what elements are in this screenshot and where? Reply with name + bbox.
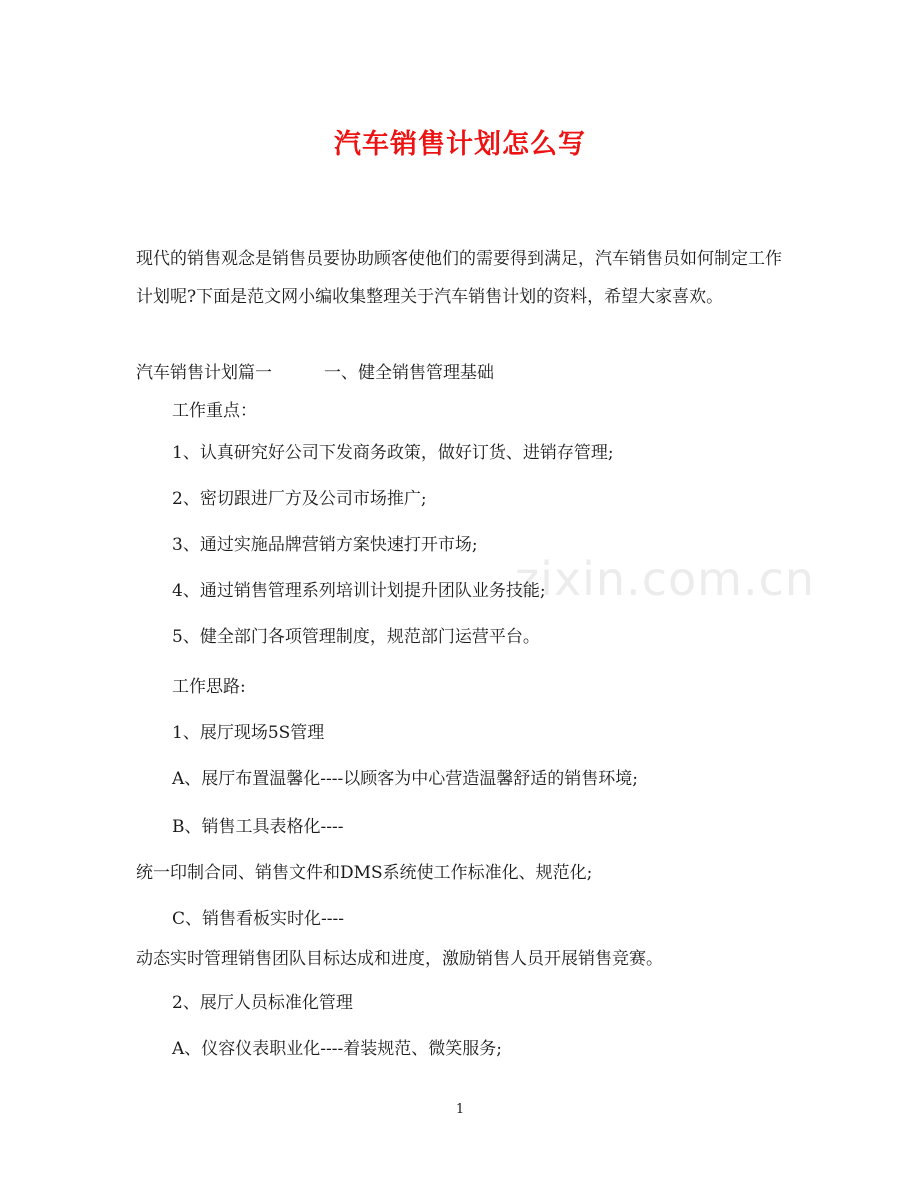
section-label: 汽车销售计划篇一 <box>136 363 272 383</box>
intro-paragraph: 现代的销售观念是销售员要协助顾客使他们的需要得到满足，汽车销售员如何制定工作计划呢?下面是范文网小编收集整理关于汽车销售计划的资料，希望大家喜欢。 <box>136 249 782 307</box>
paragraph-line: 2、密切跟进厂方及公司市场推广; <box>172 489 427 509</box>
page-number: 1 <box>455 1102 465 1117</box>
watermark: zixin.com.cn <box>515 552 816 606</box>
paragraph-line: 工作思路: <box>172 677 246 697</box>
section-subtitle: 一、健全销售管理基础 <box>324 363 494 383</box>
document-title: 汽车销售计划怎么写 <box>334 129 586 160</box>
paragraph-line: B、销售工具表格化---- <box>172 817 344 837</box>
paragraph-line: 1、认真研究好公司下发商务政策，做好订货、进销存管理; <box>172 443 614 463</box>
paragraph-line: 统一印制合同、销售文件和DMS系统使工作标准化、规范化; <box>136 863 593 883</box>
paragraph-line: A、展厅布置温馨化----以顾客为中心营造温馨舒适的销售环境; <box>172 769 638 789</box>
paragraph-line: 4、通过销售管理系列培训计划提升团队业务技能; <box>172 581 546 601</box>
paragraph-line: A、仪容仪表职业化----着装规范、微笑服务; <box>172 1039 502 1059</box>
paragraph-line: 工作重点： <box>172 401 257 421</box>
paragraph-line: 2、展厅人员标准化管理 <box>172 993 353 1013</box>
paragraph-line: 1、展厅现场5S管理 <box>172 723 325 743</box>
paragraph-line: 动态实时管理销售团队目标达成和进度，激励销售人员开展销售竞赛。 <box>136 949 663 969</box>
paragraph-line: C、销售看板实时化---- <box>172 909 344 929</box>
section-heading <box>136 358 494 383</box>
paragraph-line: 5、健全部门各项管理制度，规范部门运营平台。 <box>172 627 540 647</box>
paragraph-line: 3、通过实施品牌营销方案快速打开市场; <box>172 535 478 555</box>
